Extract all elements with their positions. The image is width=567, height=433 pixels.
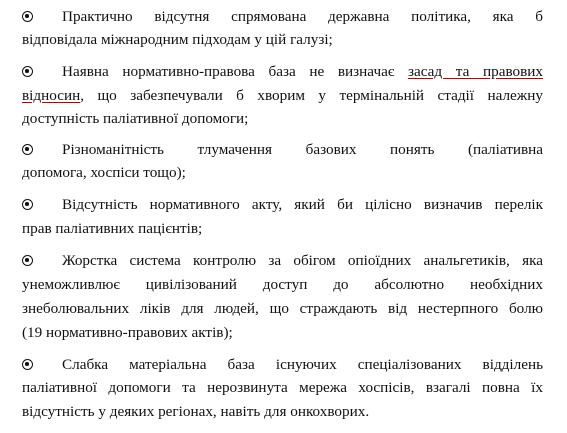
paragraph-line: прав паліативних пацієнтів; [22,220,203,237]
paragraph-text: Практично відсутня спрямована державна політика, яка б [62,8,543,25]
paragraph-line: паліативної допомоги та нерозвинута мережа хоспісів, взагалі повна їх [22,379,543,396]
circled-dot-bullet-icon [22,144,33,155]
paragraph-text: , що забезпечували б хворим у термінальній стадії належну [80,87,543,104]
circled-dot-bullet-icon [22,359,33,370]
paragraph-line: унеможливлює цивілізований доступ до абсолютно необхідних [22,276,543,293]
paragraph-line: (19 нормативно-правових актів); [22,324,233,341]
circled-dot-bullet-icon [22,11,33,22]
circled-dot-bullet-icon [22,199,33,210]
list-item [62,61,543,83]
list-item [62,194,543,216]
paragraph-text: Наявна нормативно-правова база не визначає [62,63,395,80]
paragraph-line: допомога, хоспіси тощо); [22,164,186,181]
list-item [62,354,543,376]
circled-dot-bullet-icon [22,66,33,77]
paragraph-text: Жорстка система контролю за обігом опіоїдних анальгетиків, яка [62,252,543,269]
paragraph-line: відповідала міжнародним підходам у цій галузі; [22,31,333,48]
underlined-phrase: відносин [22,87,81,104]
list-item [62,250,543,272]
paragraph-text: Слабка матеріальна база існуючих спеціалізованих відділень [62,356,543,373]
paragraph-line: знеболювальних ліків для людей, що страждають від нестерпного болю [22,300,543,317]
circled-dot-bullet-icon [22,255,33,266]
paragraph-text: Відсутність нормативного акту, який би цілісно визначив перелік [62,196,543,213]
list-item [62,6,543,28]
paragraph-text: Різноманітність тлумачення базових понять (паліативна [62,141,543,158]
paragraph-line: відсутність у деяких регіонах, навіть для онкохворих. [22,403,370,420]
underlined-phrase: засад та правових [408,63,544,80]
list-item [62,139,543,161]
paragraph-line: доступність паліативної допомоги; [22,110,249,127]
paragraph-line [22,85,543,107]
